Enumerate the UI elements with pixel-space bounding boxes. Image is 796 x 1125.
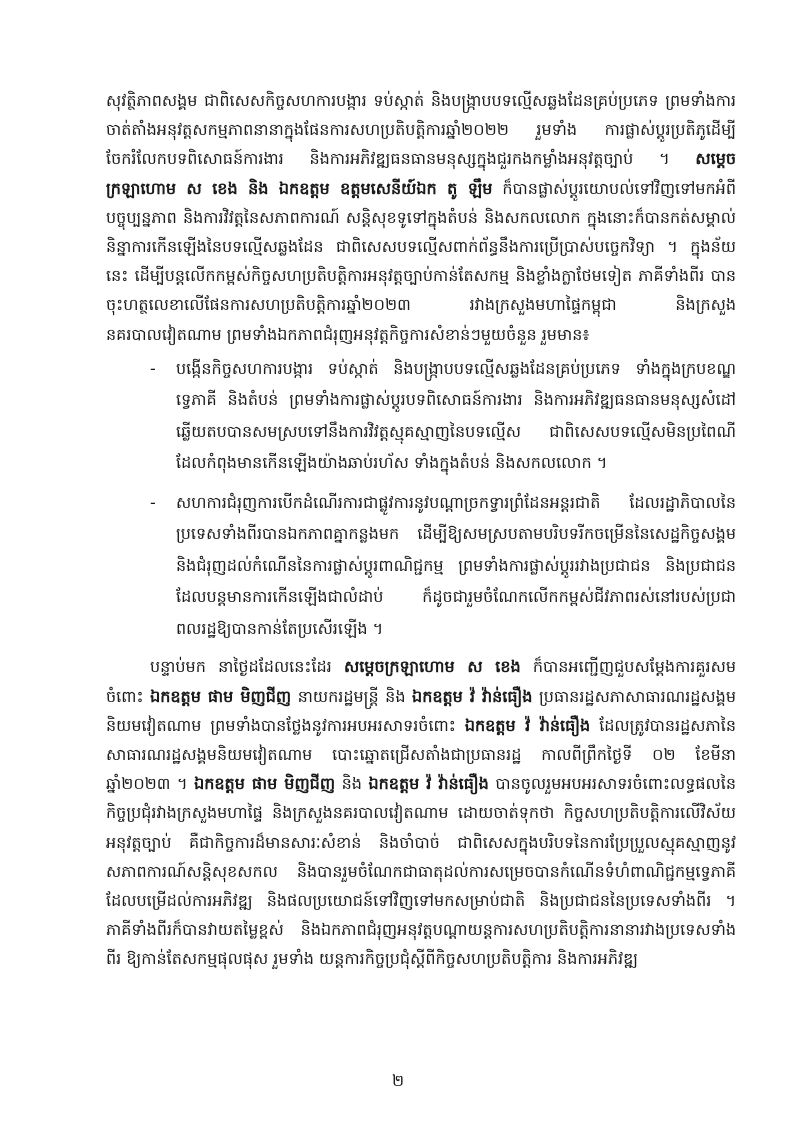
paragraph-1-bold-names: សម្តេចក្រឡាហោម ស ខេង និង ឯកឧត្តម ឧត្តមសេនីយ៍ឯក តូ ឡឹម bbox=[106, 149, 736, 198]
paragraph-2-bold-2: ឯកឧត្តម ផាម មិញជីញ bbox=[150, 686, 292, 706]
paragraph-2-text-6: និង bbox=[335, 774, 369, 794]
bullet-list bbox=[106, 353, 736, 645]
paragraph-1 bbox=[106, 86, 736, 349]
paragraph-2-bold-3: ឯកឧត្តម វ៉ វ៉ាន់ធឿង bbox=[412, 686, 533, 706]
paragraph-2-text-3: នាយករដ្ឋមន្ត្រី និង bbox=[291, 686, 413, 706]
paragraph-1-text-a: សុវត្ថិភាពសង្គម ជាពិសេសកិច្ចសហការបង្ការ ទប់ស្កាត់ និងបង្ក្រាបបទល្មើសឆ្លងដែនគ្រប់ប្រភេទ ព្រមទាំងការចាត់តាំងអនុវត្តសកម្មភាពនានាក្នុងផែនការសហប្រតិបត្តិការឆ្នាំ២០២២ រួមទាំង ការផ្លាស់ប្តូរប្រតិភូដើម្បីចែករំលែកបទពិសោធន៍ការងារ និងការអភិវឌ្ឍធនធានមនុស្សក្នុងជួរកងកម្លាំងអនុវត្តច្បាប់ ។ bbox=[106, 91, 736, 169]
paragraph-2-bold-1: សម្តេចក្រឡាហោម ស ខេង bbox=[343, 657, 521, 677]
paragraph-2-text-1: បន្ទាប់មក នាថ្ងៃដដែលនេះដែរ bbox=[150, 657, 344, 677]
list-item bbox=[150, 353, 736, 479]
list-item-text: បង្កើនកិច្ចសហការបង្ការ ទប់ស្កាត់ និងបង្ក្រាបបទល្មើសឆ្លងដែនគ្រប់ប្រភេទ ទាំងក្នុងក្របខណ្ឌទ្វេភាគី និងតំបន់ ព្រមទាំងការផ្លាស់ប្តូរបទពិសោធន៍ការងារ និងការអភិវឌ្ឍធនធានមនុស្សសំដៅឆ្លើយតបបានសមស្របទៅនឹងការវិវត្តស្មុគស្មាញនៃបទល្មើស ជាពិសេសបទល្មើសមិនប្រពៃណីដែលកំពុងមានកើនឡើងយ៉ាងឆាប់រហ័ស ទាំងក្នុងតំបន់ និងសកលលោក ។ bbox=[176, 358, 736, 473]
paragraph-1-text-b: ក៏បានផ្លាស់ប្តូរយោបល់ទៅវិញទៅមកអំពីបច្ចុប្បន្នភាព និងការវិវត្តនៃសភាពការណ៍ សន្តិសុខទូទៅក្នុងតំបន់ និងសកលលោក ក្នុងនោះក៏បានកត់សម្គាល់និន្នាការកើនឡើងនៃបទល្មើសឆ្លងដែន ជាពិសេសបទល្មើសពាក់ព័ន្ធនឹងការប្រើប្រាស់បច្ចេកវិទ្យា ។ ក្នុងន័យនេះ ដើម្បីបន្តលើកកម្ពស់កិច្ចសហប្រតិបត្តិការអនុវត្តច្បាប់កាន់តែសកម្ម និងខ្លាំងក្លាថែមទៀត ភាគីទាំងពីរ បានចុះហត្ថលេខាលើផែនការសហប្រតិបត្តិការឆ្នាំ២០២៣ រវាងក្រសួងមហាផ្ទៃកម្ពុជា និងក្រសួងនគរបាលវៀតណាម ព្រមទាំងឯកភាពជំរុញអនុវត្តកិច្ចការសំខាន់ៗមួយចំនួន រួមមាន៖ bbox=[106, 178, 736, 344]
paragraph-2-bold-6: ឯកឧត្តម វ៉ វ៉ាន់ធឿង bbox=[368, 774, 489, 794]
paragraph-2-bold-5: ឯកឧត្តម ផាម មិញជីញ bbox=[194, 774, 336, 794]
paragraph-2-text-7: បានចូលរួមអបអរសាទរចំពោះលទ្ធផលនៃកិច្ចប្រជុំរវាងក្រសួងមហាផ្ទៃ និងក្រសួងនគរបាលវៀតណាម ដោយចាត់ទុកថា កិច្ចសហប្រតិបត្តិការលើវិស័យអនុវត្តច្បាប់ គឺជាកិច្ចការដ៏មានសារៈសំខាន់ និងចាំបាច់ ជាពិសេសក្នុងបរិបទនៃការប្រែប្រួលស្មុគស្មាញនូវសភាពការណ៍សន្តិសុខសកល និងបានរួមចំណែកជាធាតុដល់ការសម្រេចបានកំណើនទំហំពាណិជ្ជកម្មទ្វេភាគី ដែលបម្រើដល់ការអភិវឌ្ឍ និងផលប្រយោជន៍ទៅវិញទៅមកសម្រាប់ជាតិ និងប្រជាជននៃប្រទេសទាំងពីរ ។ ភាគីទាំងពីរក៏បានវាយតម្លៃខ្ពស់ និងឯកភាពជំរុញអនុវត្តបណ្តាយន្តការសហប្រតិបត្តិការនានារវាងប្រទេសទាំងពីរ ឱ្យកាន់តែសកម្មផុលផុស រួមទាំង យន្តការកិច្ចប្រជុំស្តីពីកិច្ចសហប្រតិបត្តិការ និងការអភិវឌ្ឍ bbox=[106, 774, 737, 969]
list-item-text: សហការជំរុញការបើកដំណើរការជាផ្លូវការនូវបណ្តាច្រកទ្វារព្រំដែនអន្តរជាតិ ដែលរដ្ឋាភិបាលនៃប្រទេសទាំងពីរបានឯកភាពគ្នាកន្លងមក ដើម្បីឱ្យសមស្របតាមបរិបទរីកចម្រើននៃសេដ្ឋកិច្ចសង្គម និងជំរុញដល់កំណើននៃការផ្លាស់ប្តូរពាណិជ្ជកម្ម ព្រមទាំងការផ្លាស់ប្តូររវាងប្រជាជន និងប្រជាជន ដែលបន្តមានការកើនឡើងជាលំដាប់ ក៏ដូចជារួមចំណែកលើកកម្ពស់ជីវភាពរស់នៅរបស់ប្រជាពលរដ្ឋឱ្យបានកាន់តែប្រសើរឡើង ។ bbox=[176, 492, 736, 638]
page-number: ២ bbox=[391, 1071, 405, 1090]
paragraph-2-text-5: ដែលត្រូវបានរដ្ឋសភានៃសាធារណរដ្ឋសង្គមនិយមវៀតណាម បោះឆ្នោតជ្រើសតាំងជាប្រធានរដ្ឋ កាលពីព្រឹកថ្ងៃទី ០២ ខែមីនា ឆ្នាំ២០២៣ ។ bbox=[106, 715, 736, 794]
paragraph-2-text-2: ក៏បានអញ្ជើញជួបសម្តែងការគួរសមចំពោះ bbox=[106, 657, 737, 706]
paragraph-2-text-4: ប្រធានរដ្ឋសភាសាធារណរដ្ឋសង្គមនិយមវៀតណាម ព្រមទាំងបានថ្លែងនូវការអបអរសាទរចំពោះ bbox=[106, 686, 736, 735]
bullet-dash: - bbox=[150, 492, 156, 512]
paragraph-2-bold-4: ឯកឧត្តម វ៉ វ៉ាន់ធឿង bbox=[464, 715, 591, 735]
list-item bbox=[150, 487, 736, 645]
bullet-dash: - bbox=[150, 358, 156, 378]
paragraph-2 bbox=[106, 652, 736, 973]
